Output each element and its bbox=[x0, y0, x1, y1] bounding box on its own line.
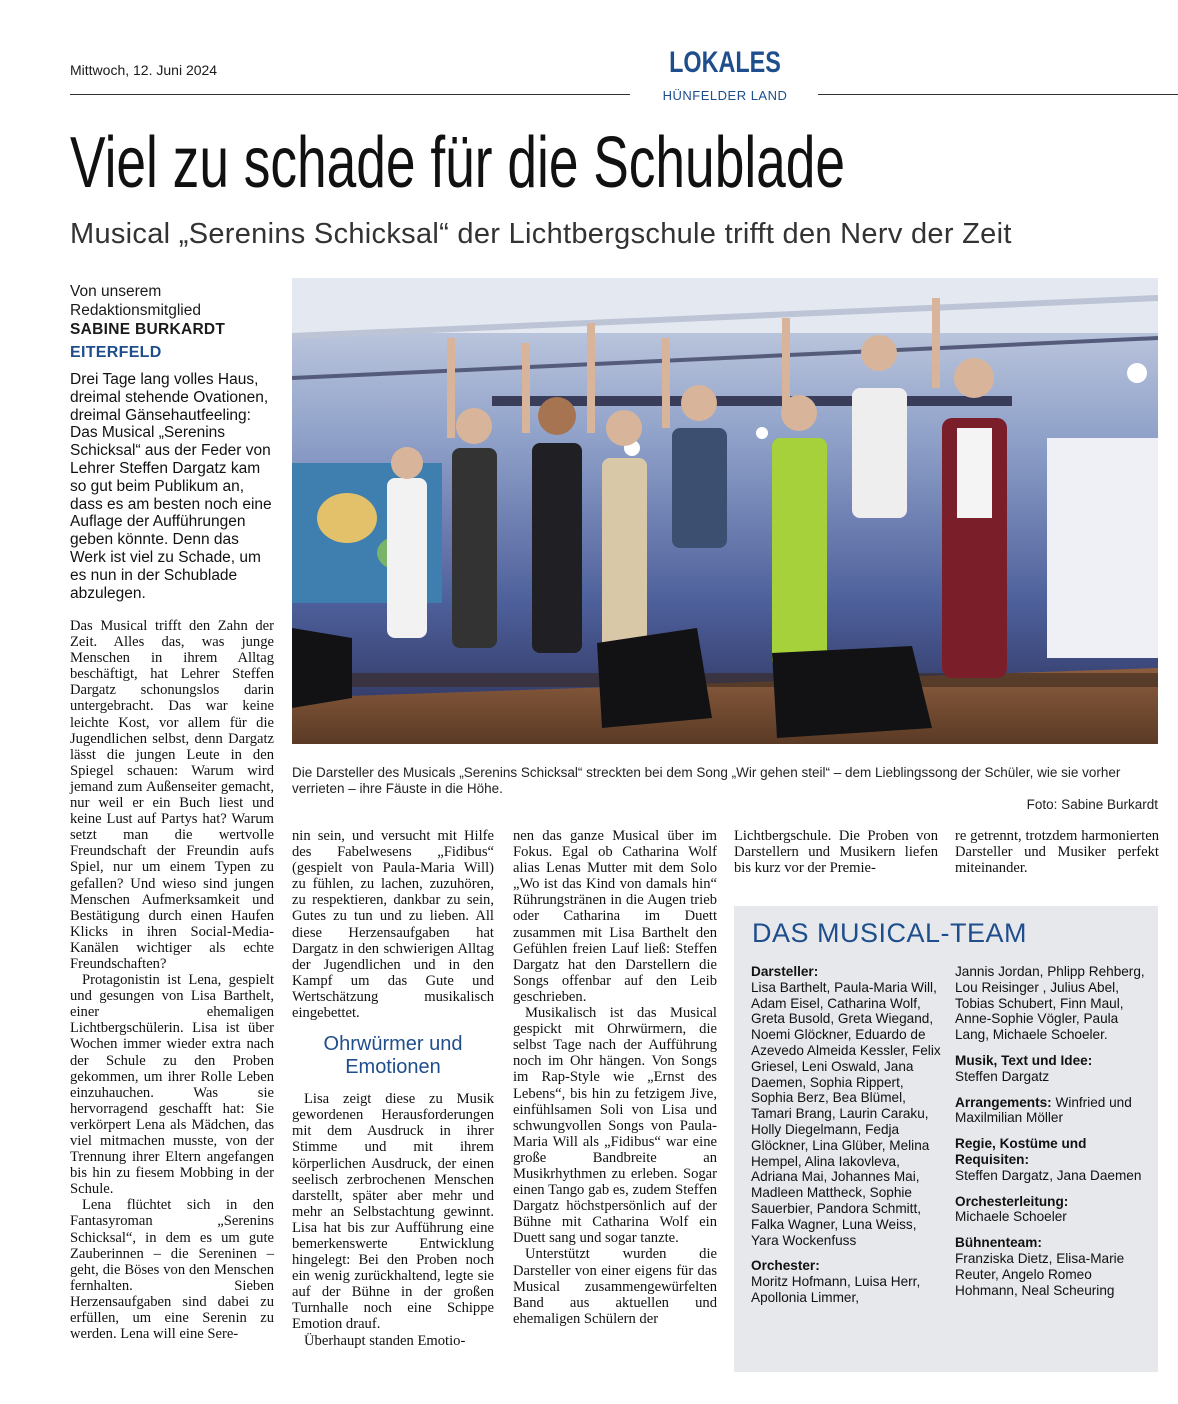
body-column-2 bbox=[292, 828, 494, 1349]
paragraph: Protagonistin ist Lena, gespielt und gesungen von Lisa Barthelt, einer ehemaligen Lichtbergschülerin. Lisa ist über Wochen immer wieder extra nach der Schule zu den Proben gekommen, um ihrer Rolle Leben einzuhauchen. Was sie hervorragend geschafft hat: Sie verkörpert Lena als Mädchen, das viel mitmachen musste, von der Trennung ihrer Eltern angefangen bis hin zu fiesem Mobbing in der Schule. bbox=[70, 972, 274, 1198]
photo-caption bbox=[292, 765, 1158, 813]
team-value: Steffen Dargatz, Jana Daemen bbox=[955, 1167, 1142, 1183]
paragraph: Lichtbergschule. Die Proben von Darstellern und Musikern liefen bis kurz vor der Premie- bbox=[734, 828, 938, 877]
team-block-regie: Regie, Kostüme und Requisiten: Steffen Dargatz, Jana Daemen bbox=[955, 1136, 1151, 1183]
paragraph: Unterstützt wurden die Darsteller von einer eigens für das Musical zusammengewürfelten Band aus aktuellen und ehemaligen Schülern der bbox=[513, 1246, 717, 1327]
section-subtitle: HÜNFELDER LAND bbox=[662, 88, 788, 103]
article-subheadline: Musical „Serenins Schicksal“ der Lichtbergschule trifft den Nerv der Zeit bbox=[70, 218, 1012, 250]
paragraph: Lisa zeigt diese zu Musik gewordenen Herausforderungen mit dem Ausdruck in ihrer Stimme und mit ihrem körperlichen Ausdruck, der einen seelisch zerbrochenen Menschen darstellt, später aber mehr und mehr an Selbstachtung gewinnt. Lisa hat bis zur Aufführung eine bemerkenswerte Entwicklung hingelegt: Bei den Proben noch ein wenig zurückhaltend, legte sie auf der Bühne in der großen Turnhalle noch eine Schippe Emotion drauf. bbox=[292, 1091, 494, 1333]
team-value: Steffen Dargatz bbox=[955, 1068, 1050, 1084]
team-label: Musik, Text und Idee bbox=[955, 1052, 1088, 1068]
section-title: LOKALES bbox=[669, 46, 781, 79]
body-column-5 bbox=[955, 828, 1159, 876]
team-block-darsteller bbox=[751, 964, 943, 1248]
team-value: Michaele Schoeler bbox=[955, 1209, 1067, 1225]
paragraph: nen das ganze Musical über im Fokus. Egal ob Catharina Wolf alias Lenas Mutter mit dem Solo „Wo ist das Kind von damals hin“ Rührungstränen in die Augen trieb oder Catharina im Duett zusammen mit Lisa Barthelt den Gefühlen freien Lauf ließ: Steffen Dargatz hat den Darstellern die Songs offenbar auf den Leib geschrieben. bbox=[513, 828, 717, 1005]
paragraph: Musikalisch ist das Musical gespickt mit Ohrwürmern, die selbst Tage nach der Aufführung noch im Ohr hängen. Von Songs im Rap-Style wie „Ernst des Lebens“, bis hin zu fetzigem Jive, einfühlsamen Soli von Lisa und schwungvollen Songs von Paula-Maria Will als „Fidibus“ war eine große Bandbreite an Musikrhythmen zu erleben. Sogar einen Tango gab es, zudem Steffen Dargatz höchstpersönlich auf der Bühne mit Catharina Wolf ein Duett sang und sogar tanzte. bbox=[513, 1005, 717, 1247]
header-rule-right bbox=[818, 94, 1178, 95]
team-value: Moritz Hofmann, Luisa Herr, Apollonia Limmer, bbox=[751, 1274, 921, 1305]
body-column-4 bbox=[734, 828, 938, 876]
body-column-3 bbox=[513, 828, 717, 1327]
team-column-left bbox=[751, 964, 943, 1316]
paragraph: re getrennt, trotzdem harmonierten Darsteller und Musiker perfekt miteinander. bbox=[955, 828, 1159, 877]
team-block-orchester bbox=[751, 1258, 943, 1305]
team-block-arrangements: Arrangements: Winfried und Maxilmilian Möller bbox=[955, 1094, 1132, 1126]
team-value: Lisa Barthelt, Paula-Maria Will, Adam Eisel, Catharina Wolf, Greta Busold, Greta Wiegand, Noemi Glöckner, Eduardo de Azevedo Almeida Kessler, Felix Griesel, Leni Oswald, Jana Daemen, Sophia Rippert, Sophia Berz, Bea Blümel, Tamari Brang, Laurin Caraku, Holly Diegelmann, Fedja Glöckner, Lina Glüber, Melina Hempel, Alina Iakovleva, Adriana Mai, Johannes Mai, Madleen Mattheck, Sophie Sauerbier, Pandora Schmitt, Falka Wagner, Luna Weiss, Yara Wockenfuss bbox=[751, 979, 941, 1248]
team-label: Darsteller: bbox=[751, 964, 819, 979]
team-value: Franziska Dietz, Elisa-Marie Reuter, Angelo Romeo Hohmann, Neal Scheuring bbox=[955, 1250, 1125, 1298]
team-value: Winfried und Maxilmilian Möller bbox=[955, 1094, 1132, 1126]
team-block-buehnenteam bbox=[955, 1235, 1151, 1298]
caption-text: Die Darsteller des Musicals „Serenins Schicksal“ streckten bei dem Song „Wir gehen steil“ – dem Lieblingssong der Schüler, wie sie vorher verrieten – ihre Fäuste in die Höhe. bbox=[292, 765, 1121, 796]
paragraph: Überhaupt standen Emotio- bbox=[304, 1332, 466, 1349]
team-value: Jannis Jordan, Phlipp Rehberg, Lou Reisinger , Julius Abel, Tobias Schubert, Finn Maul, Anne-Sophie Vögler, Paula Lang, Michaele Schoeler. bbox=[955, 964, 1145, 1043]
byline-line2: Redaktionsmitglied bbox=[70, 302, 201, 319]
paragraph: nin sein, und versucht mit Hilfe des Fabelwesens „Fidibus“ (gespielt von Paula-Maria Will) zu fühlen, zu lachen, zuzuhören, zu respektieren, dankbar zu sein, Gutes zu tun und zu lieben. All diese Herzensaufgaben hat Dargatz in den schwierigen Alltag der Jugendlichen und in den Kampf um das Gute und Wertschätzung musikalisch eingebettet. bbox=[292, 828, 494, 1022]
byline-line1: Von unserem bbox=[70, 283, 162, 300]
team-column-right bbox=[955, 964, 1151, 1308]
paragraph: Lena flüchtet sich in den Fantasyroman „Serenins Schicksal“, in dem es um gute Zauberinnen – die Sereninen – geht, die Böses von den Menschen fernhalten. Sieben Herzensaufgaben sind dabei zu erfüllen, um eine Serenin zu werden. Lena will eine Sere- bbox=[70, 1197, 274, 1343]
body-column-1 bbox=[70, 618, 274, 1342]
team-label: Regie, Kostüme und Requisiten bbox=[955, 1136, 1087, 1167]
team-block-orchesterleitung: Orchesterleitung: Michaele Schoeler bbox=[955, 1194, 1151, 1226]
dateline: EITERFELD bbox=[70, 344, 162, 361]
team-box-title: DAS MUSICAL-TEAM bbox=[752, 918, 1028, 948]
paragraph: Das Musical trifft den Zahn der Zeit. Alles das, was junge Menschen in ihrem Alltag beschäftigt, hat Lehrer Steffen Dargatz schonungslos darin untergebracht. Das war keine leichte Kost, vor allem für die Jugendlichen selbst, denn Dargatz lässt die jungen Leute in den Spiegel schauen: Warum wird jemand zum Außenseiter gemacht, nur weil er ein Buch liest und keine Lust auf Partys hat? Warum setzt man die wertvolle Freundschaft der Freundin aufs Spiel, nur um einem Typen zu gefallen? Und wieso sind jungen Menschen Aufmerksamkeit und Bestätigung durch einen Haufen Klicks in ihren Social-Media-Kanälen wichtiger als echte Freundschaften? bbox=[70, 618, 274, 972]
team-label: Orchesterleitung bbox=[955, 1193, 1064, 1209]
byline bbox=[70, 282, 280, 339]
article-lead: Drei Tage lang volles Haus, dreimal stehende Ovationen, dreimal Gänsehautfeeling: Das Musical „Serenins Schicksal“ aus der Feder von Lehrer Steffen Dargatz kam so gut beim Publikum an, dass es am besten noch eine Auflage der Aufführungen geben könnte. Denn das Werk ist viel zu Schade, um es nun in der Schublade abzulegen. bbox=[70, 371, 272, 602]
team-label: Orchester: bbox=[751, 1258, 820, 1274]
header-rule-left bbox=[70, 94, 630, 95]
team-label: Arrangements bbox=[955, 1094, 1048, 1110]
team-block-musik: Musik, Text und Idee: Steffen Dargatz bbox=[955, 1053, 1151, 1085]
article-subhead: Ohrwürmer und Emotionen bbox=[323, 1033, 463, 1079]
article-headline: Viel zu schade für die Schublade bbox=[70, 123, 846, 203]
photo-credit: Foto: Sabine Burkardt bbox=[1026, 797, 1158, 812]
byline-author: SABINE BURKARDT bbox=[70, 321, 226, 338]
stage-photo bbox=[292, 278, 1158, 744]
team-label: Bühnenteam: bbox=[955, 1235, 1042, 1251]
issue-date: Mittwoch, 12. Juni 2024 bbox=[70, 62, 218, 78]
